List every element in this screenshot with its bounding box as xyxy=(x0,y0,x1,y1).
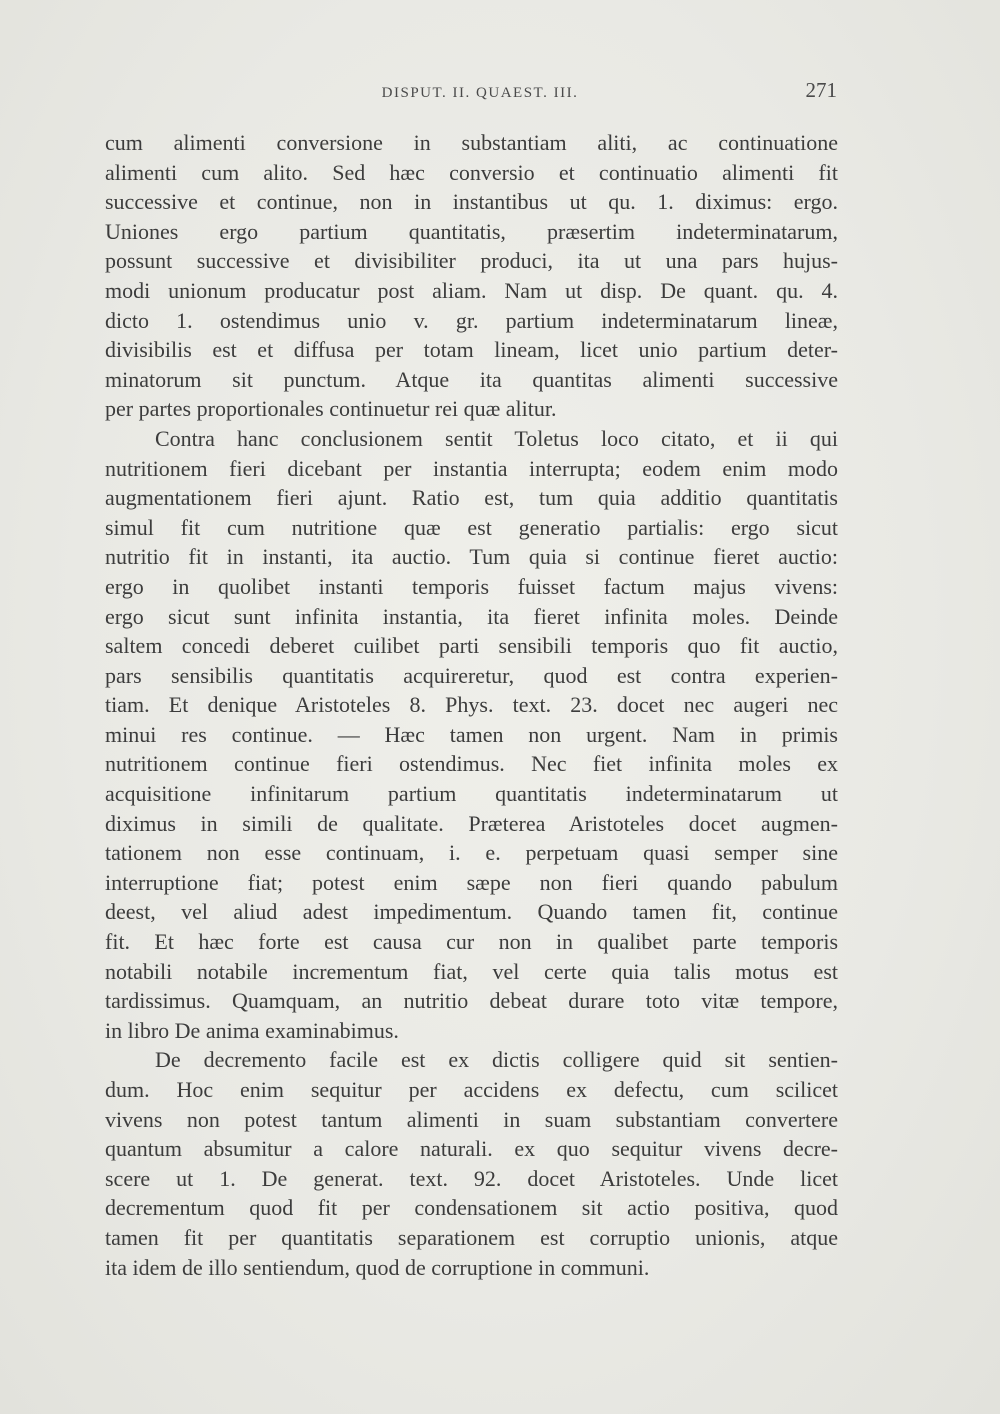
text-line: minui res continue. — Hæc tamen non urgent. Nam in primis xyxy=(105,721,838,747)
body-text xyxy=(105,128,838,1282)
text-line: simul fit cum nutritione quæ est generatio partialis: ergo sicut xyxy=(105,514,838,540)
text-line: Uniones ergo partium quantitatis, præsertim indeterminatarum, xyxy=(105,218,838,244)
text-line: vivens non potest tantum alimenti in suam substantiam convertere xyxy=(105,1106,838,1132)
text-line: fit. Et hæc forte est causa cur non in qualibet parte temporis xyxy=(105,929,838,955)
text-line: dicto 1. ostendimus unio v. gr. partium indeterminatarum lineæ, xyxy=(105,307,838,333)
text-line: augmentationem fieri ajunt. Ratio est, tum quia additio quantitatis xyxy=(105,485,838,511)
text-line: ergo sicut sunt infinita instantia, ita fieret infinita moles. Deinde xyxy=(105,603,838,629)
text-line: successive et continue, non in instantibus ut qu. 1. diximus: ergo. xyxy=(105,189,838,215)
text-line: saltem concedi deberet cuilibet parti sensibili temporis quo fit auctio, xyxy=(105,633,838,659)
text-line: deest, vel aliud adest impedimentum. Quando tamen fit, continue xyxy=(105,899,838,925)
paragraph-first-line: Contra hanc conclusionem sentit Toletus loco citato, et ii qui xyxy=(155,425,838,451)
page-number: 271 xyxy=(805,78,837,102)
text-line: modi unionum producatur post aliam. Nam ut disp. De quant. qu. 4. xyxy=(105,277,838,303)
text-line: ergo in quolibet instanti temporis fuisset factum majus vivens: xyxy=(105,573,838,599)
text-line: dum. Hoc enim sequitur per accidens ex defectu, cum scilicet xyxy=(105,1077,838,1102)
text-line: nutritio fit in instanti, ita auctio. Tum quia si continue fieret auctio: xyxy=(105,544,838,570)
text-line: decrementum quod fit per condensationem sit actio positiva, quod xyxy=(105,1195,838,1221)
text-line: cum alimenti conversione in substantiam aliti, ac continuatione xyxy=(105,130,838,155)
text-line: alimenti cum alito. Sed hæc conversio et continuatio alimenti fit xyxy=(105,159,838,185)
text-line: quantum absumitur a calore naturali. ex quo sequitur vivens decre- xyxy=(105,1136,838,1162)
text-line: pars sensibilis quantitatis acquireretur, quod est contra experien- xyxy=(105,662,838,688)
text-line: in libro De anima examinabimus. xyxy=(105,1017,399,1043)
paragraph-first-line: De decremento facile est ex dictis colligere quid sit sentien- xyxy=(155,1047,838,1073)
text-line: per partes proportionales continuetur rei quæ alitur. xyxy=(105,396,557,422)
text-line: nutritionem continue fieri ostendimus. Nec fiet infinita moles ex xyxy=(105,751,838,777)
text-line: tamen fit per quantitatis separationem est corruptio unionis, atque xyxy=(105,1224,838,1250)
text-line: minatorum sit punctum. Atque ita quantitas alimenti successive xyxy=(105,366,838,392)
text-line: ita idem de illo sentiendum, quod de corruptione in communi. xyxy=(105,1254,650,1280)
text-line: interruptione fiat; potest enim sæpe non fieri quando pabulum xyxy=(105,869,838,895)
text-line: acquisitione infinitarum partium quantitatis indeterminatarum ut xyxy=(105,781,838,807)
text-line: tiam. Et denique Aristoteles 8. Phys. text. 23. docet nec augeri nec xyxy=(105,692,838,718)
text-line: nutritionem fieri dicebant per instantia interrupta; eodem enim modo xyxy=(105,455,838,481)
text-line: notabili notabile incrementum fiat, vel certe quia talis motus est xyxy=(105,958,838,984)
text-line: tardissimus. Quamquam, an nutritio debeat durare toto vitæ tempore, xyxy=(105,988,838,1014)
running-title: DISPUT. II. QUAEST. III. xyxy=(381,85,579,101)
text-line: scere ut 1. De generat. text. 92. docet Aristoteles. Unde licet xyxy=(105,1165,838,1191)
text-line: tationem non esse continuam, i. e. perpetuam quasi semper sine xyxy=(105,840,838,866)
text-line: possunt successive et divisibiliter produci, ita ut una pars hujus- xyxy=(105,248,838,274)
text-line: diximus in simili de qualitate. Præterea Aristoteles docet augmen- xyxy=(105,810,838,836)
text-line: divisibilis est et diffusa per totam lineam, licet unio partium deter- xyxy=(105,337,838,363)
